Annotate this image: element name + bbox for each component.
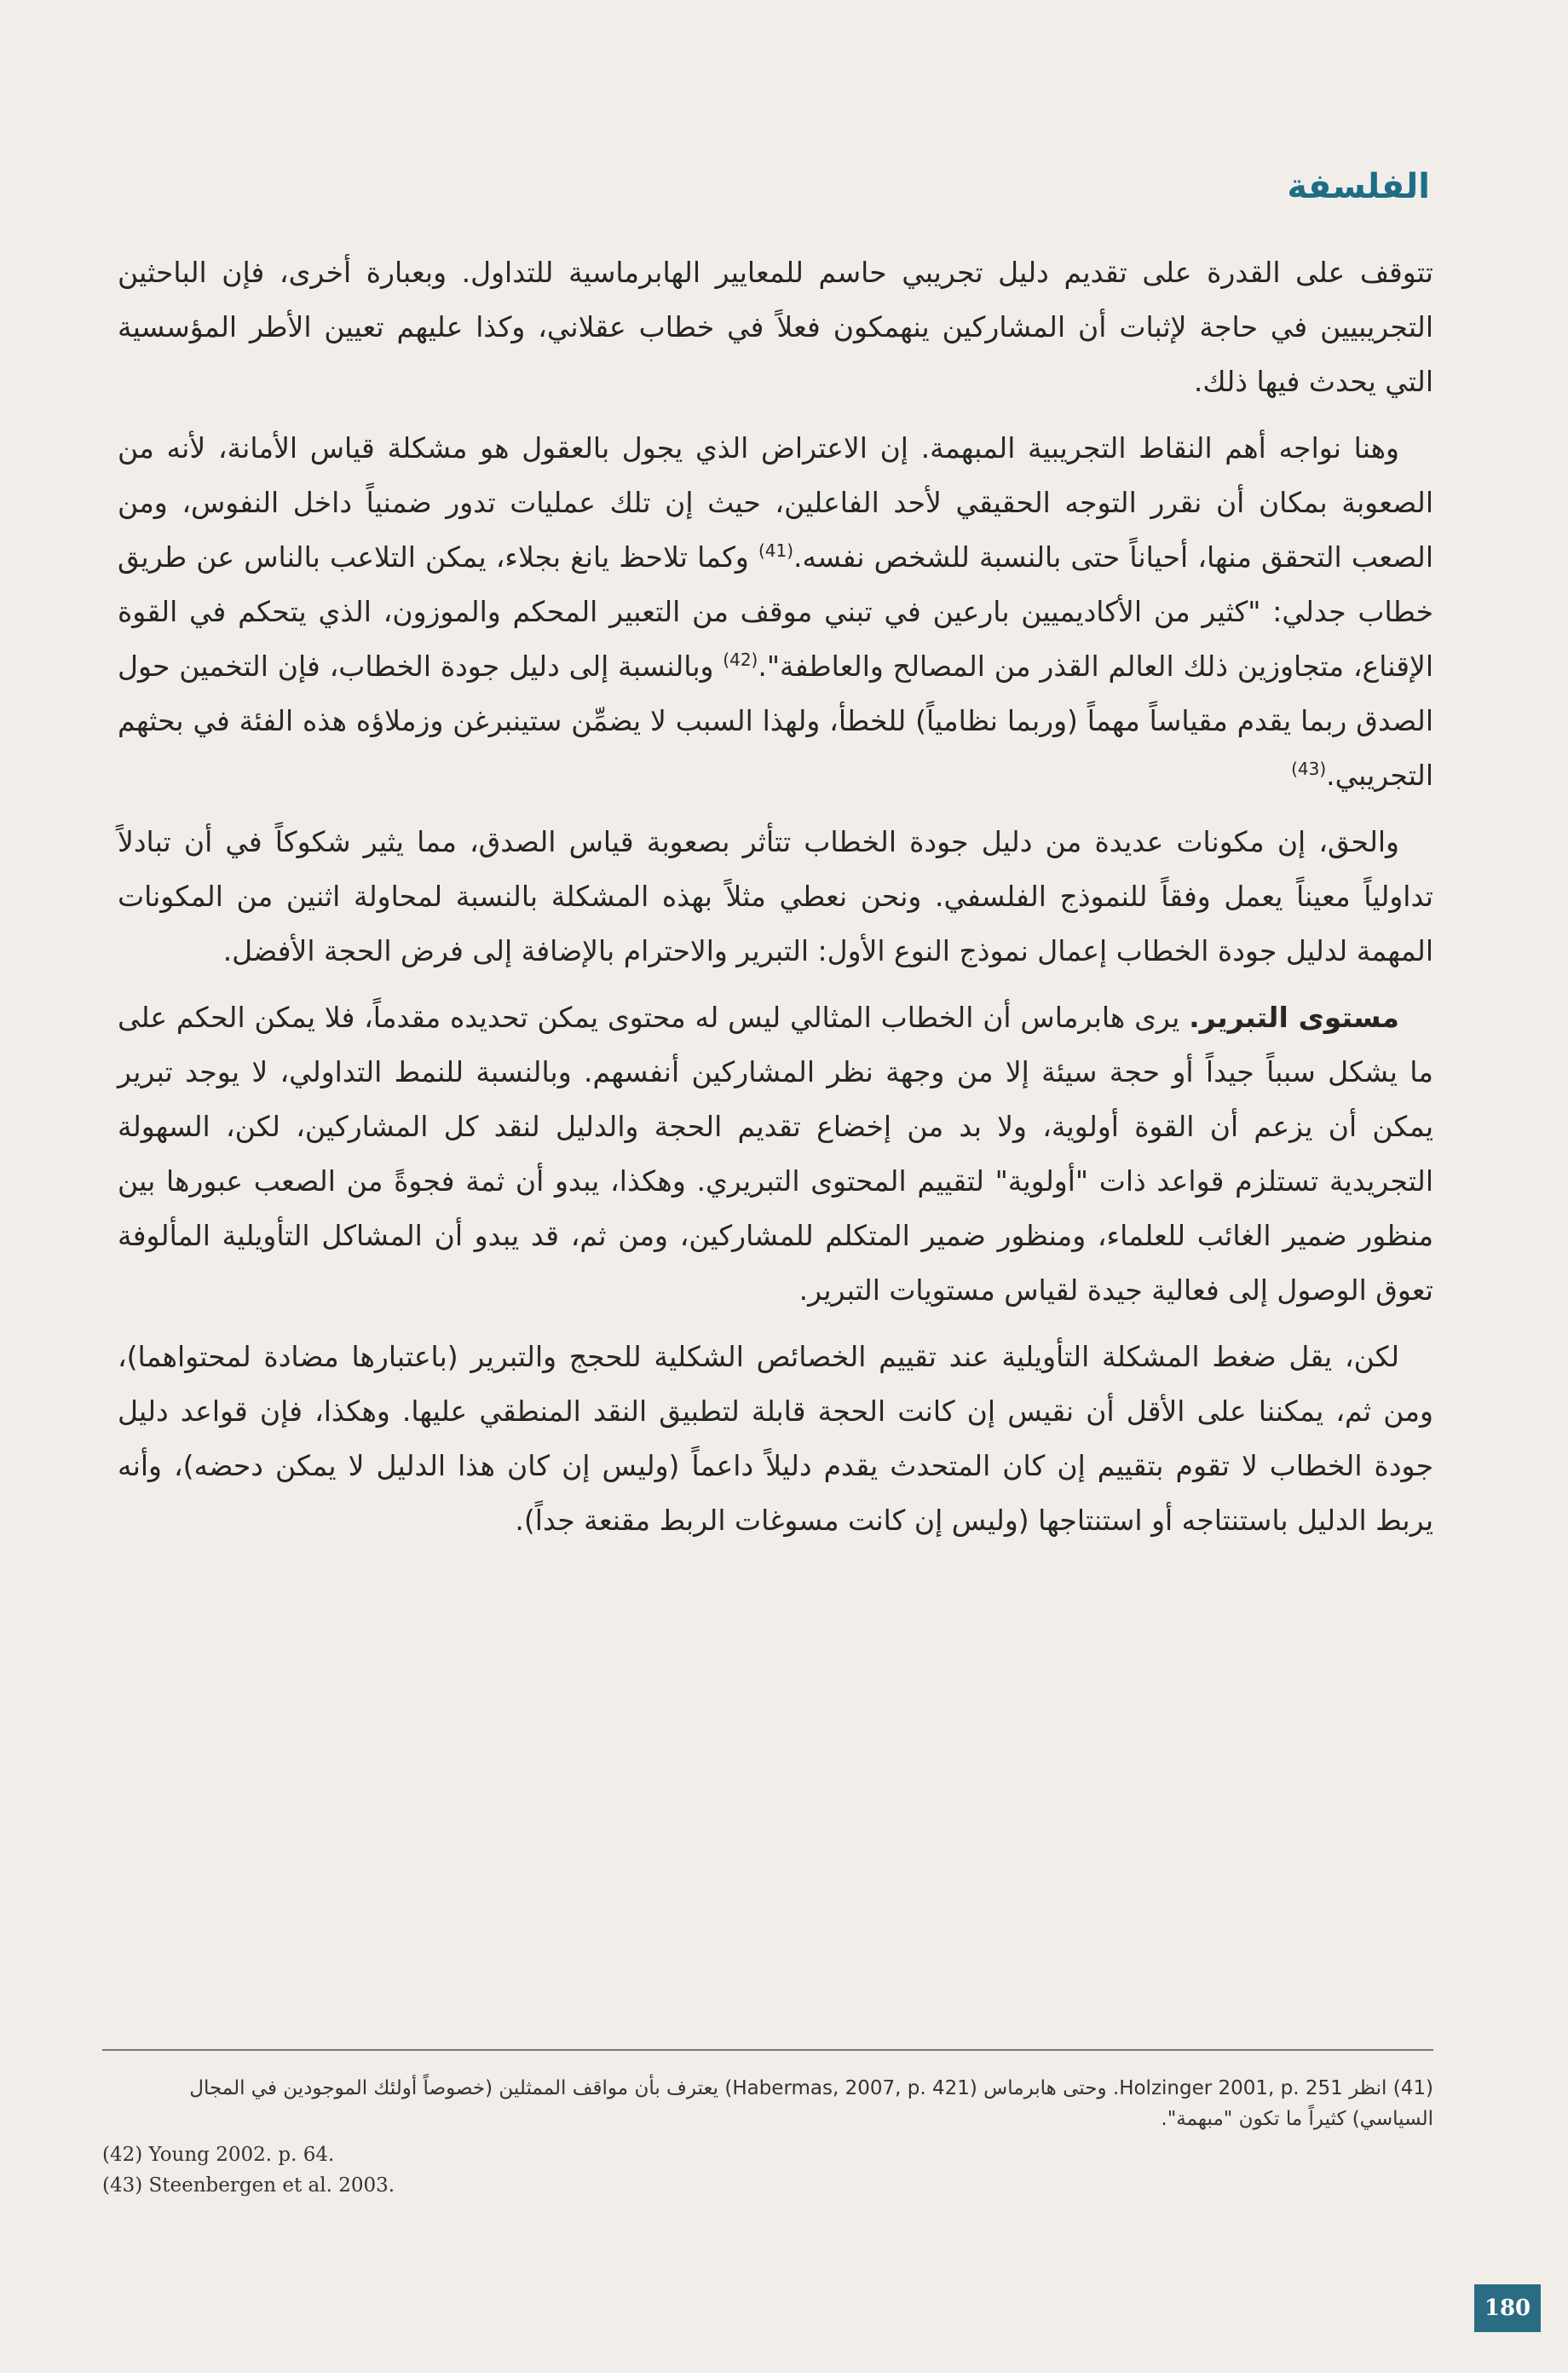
footnote-ref-42: (42): [723, 650, 758, 670]
footnote-ref-41: (41): [758, 540, 794, 561]
footnotes: [102, 2073, 1433, 2201]
paragraph-2-part-1: وهنا نواجه أهم النقاط التجريبية المبهمة. إن الاعتراض الذي يجول بالعقول هو مشكلة قياس الأمانة، لأنه من الصعوبة بمكان أن نقرر التوجه الحقيقي لأحد الفاعلين، حيث إن تلك عمليات تدور ضمنياً داخل النفوس، ومن الصعب التحقق منها، أحياناً حتى بالنسبة للشخص نفسه.: [118, 431, 1433, 574]
paragraph-1: تتوقف على القدرة على تقديم دليل تجريبي حاسم للمعايير الهابرماسية للتداول. وبعبارة أخرى، فإن الباحثين التجريبيين في حاجة لإثبات أن المشاركين ينهمكون فعلاً في خطاب عقلاني، وكذا عليهم تعيين الأطر المؤسسية التي يحدث فيها ذلك.: [118, 256, 1433, 398]
paragraph-5: لكن، يقل ضغط المشكلة التأويلية عند تقييم الخصائص الشكلية للحجج والتبرير (باعتبارها مضادة لمحتواهما)، ومن ثم، يمكننا على الأقل أن نقيس إن كانت الحجة قابلة لتطبيق النقد المنطقي عليها. وهكذا، فإن قواعد دليل جودة الخطاب لا تقوم بتقييم إن كان المتحدث يقدم دليلاً داعماً (وليس إن كان هذا الدليل لا يمكن دحضه)، وأنه يربط الدليل باستنتاجه أو استنتاجها (وليس إن كانت مسوغات الربط مقنعة جداً).: [118, 1340, 1433, 1537]
page-number: 180: [1474, 2284, 1541, 2332]
paragraph-2: [118, 421, 1433, 803]
footnote-42: (42) Young 2002. p. 64.: [102, 2144, 335, 2166]
footnote-ref-43: (43): [1291, 759, 1327, 779]
footnote-43: (43) Steenbergen et al. 2003.: [102, 2174, 395, 2197]
paragraph-2-part-3: وبالنسبة إلى دليل جودة الخطاب، فإن التخمين حول الصدق ربما يقدم مقياساً مهماً (وربما نظامياً) للخطأ، ولهذا السبب لا يضمِّن ستينبرغن وزملاؤه هذه الفئة في بحثهم التجريبي.: [118, 650, 1433, 792]
paragraph-3: والحق، إن مكونات عديدة من دليل جودة الخطاب تتأثر بصعوبة قياس الصدق، مما يثير شكوكاً في أن تبادلاً تداولياً معيناً يعمل وفقاً للنموذج الفلسفي. ونحن نعطي مثلاً بهذه المشكلة بالنسبة لمحاولة اثنين من المكونات المهمة لدليل جودة الخطاب إعمال نموذج النوع الأول: التبرير والاحترام بالإضافة إلى فرض الحجة الأفضل.: [118, 825, 1433, 967]
body-text: [118, 245, 1433, 1560]
paragraph-4-text: يرى هابرماس أن الخطاب المثالي ليس له محتوى يمكن تحديده مقدماً، فلا يمكن الحكم على ما يشكل سبباً جيداً أو حجة سيئة إلا من وجهة نظر المشاركين أنفسهم. وبالنسبة للنمط التداولي، لا يوجد تبرير يمكن أن يزعم أن القوة أولوية، ولا بد من إخضاع تقديم الحجة والدليل لنقد كل المشاركين، لكن، السهولة التجريدية تستلزم قواعد ذات "أولوية" لتقييم المحتوى التبريري. وهكذا، يبدو أن ثمة فجوةً من الصعب عبورها بين منظور ضمير الغائب للعلماء، ومنظور ضمير المتكلم للمشاركين، ومن ثم، قد يبدو أن المشاكل التأويلية المألوفة تعوق الوصول إلى فعالية جيدة لقياس مستويات التبرير.: [118, 1001, 1433, 1307]
footnote-divider: [102, 2049, 1433, 2051]
paragraph-4: [118, 990, 1433, 1318]
paragraph-2-part-2: وكما تلاحظ يانغ بجلاء، يمكن التلاعب بالناس عن طريق خطاب جدلي: "كثير من الأكاديميين بارعين في تبني موقف من التعبير المحكم والموزون، الذي يتحكم في القوة الإقناع، متجاوزين ذلك العالم القذر من المصالح والعاطفة".: [118, 540, 1433, 683]
paragraph-4-lead: مستوى التبرير.: [1189, 1001, 1399, 1034]
footnote-41: (41) انظر Holzinger 2001, p. 251. وحتى هابرماس (Habermas, 2007, p. 421) يعترف بأن مواقف الممثلين (خصوصاً أولئك الموجودين في المجال السياسي) كثيراً ما تكون "مبهمة".: [189, 2077, 1433, 2130]
section-label: الفلسفة: [1287, 167, 1430, 206]
